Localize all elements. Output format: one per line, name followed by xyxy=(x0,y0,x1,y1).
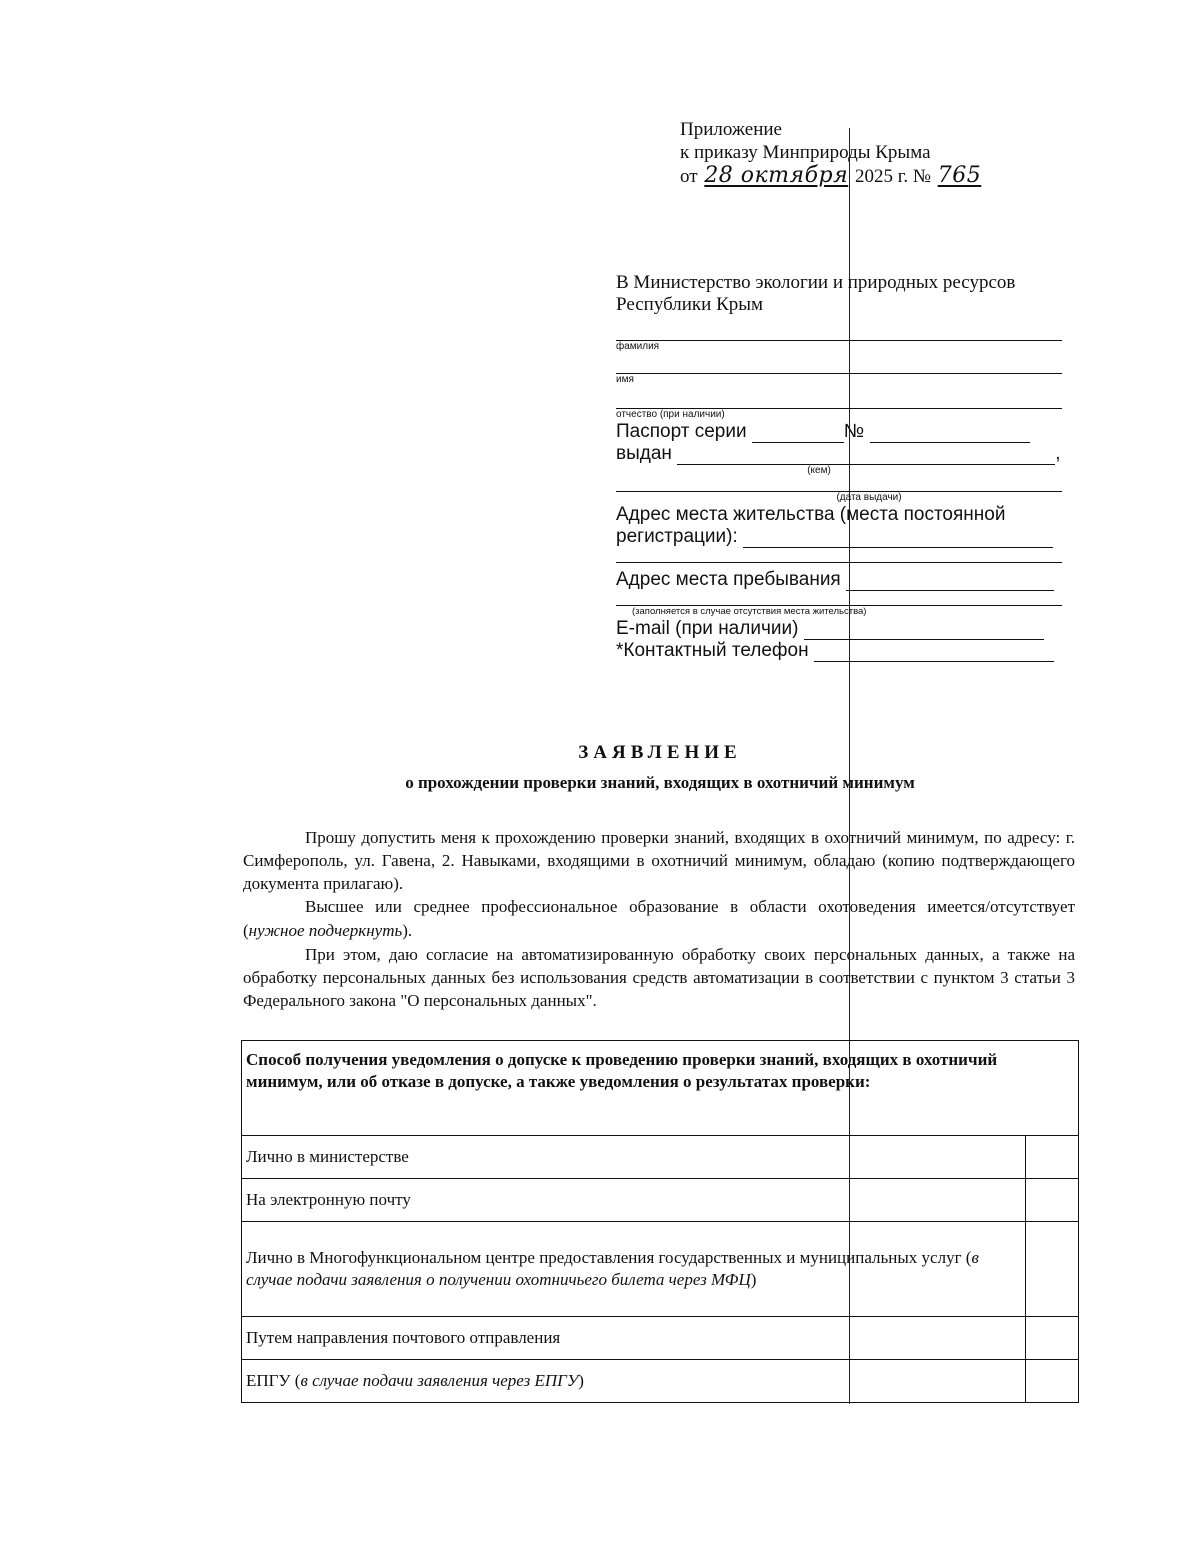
table-header: Способ получения уведомления о допуске к проведению проверки знаний, входящих в охотничий минимум, или об отказе в допуске, а также уведомления о результатах проверки: xyxy=(242,1041,1079,1136)
table-row xyxy=(242,1222,1079,1317)
stay-label: Адрес места пребывания xyxy=(616,569,841,590)
education-end: ). xyxy=(402,921,413,940)
issued-label: выдан xyxy=(616,443,672,464)
body-text xyxy=(243,826,1075,1012)
table-row xyxy=(242,1136,1079,1179)
email-field[interactable] xyxy=(804,621,1044,640)
option-mfc xyxy=(242,1222,1026,1317)
phone-row xyxy=(616,640,1062,662)
name-line[interactable] xyxy=(616,353,1062,374)
appendix-block xyxy=(680,118,983,188)
email-label: E-mail (при наличии) xyxy=(616,618,799,639)
residence-label-2: регистрации): xyxy=(616,526,738,547)
passport-row xyxy=(616,421,1062,443)
appendix-prefix: от xyxy=(680,166,698,187)
paragraph-consent: При этом, даю согласие на автоматизированную обработку своих персональных данных, а также на обработку персональных данных без использования средств автоматизации в соответствии с пунктом 3 статьи 3 Федерального закона "О персональных данных". xyxy=(243,945,1075,1010)
surname-caption: фамилия xyxy=(616,341,660,352)
table-row xyxy=(242,1360,1079,1403)
option-email: На электронную почту xyxy=(242,1179,1026,1222)
option-epgu-end: ) xyxy=(578,1371,584,1390)
email-row xyxy=(616,618,1062,640)
patronymic-caption: отчество (при наличии) xyxy=(616,409,725,420)
phone-label: *Контактный телефон xyxy=(616,640,809,661)
paragraph-education xyxy=(243,895,1075,943)
issue-date-line[interactable] xyxy=(616,477,1062,492)
option-epgu-text: ЕПГУ ( xyxy=(246,1371,301,1390)
appendix-date-line xyxy=(680,164,983,188)
surname-line[interactable] xyxy=(616,316,1062,341)
handwritten-date: 28 октября xyxy=(704,163,849,188)
document-title: ЗАЯВЛЕНИЕ xyxy=(578,742,742,763)
checkbox-email[interactable] xyxy=(1026,1179,1079,1222)
checkbox-post[interactable] xyxy=(1026,1317,1079,1360)
passport-number-field[interactable] xyxy=(870,424,1030,443)
notification-method-table xyxy=(241,1040,1079,1403)
addressee-block xyxy=(616,272,1062,662)
education-note: нужное подчеркнуть xyxy=(248,921,403,940)
addressee-line2: Республики Крым xyxy=(616,294,764,315)
education-text: Высшее или среднее профессиональное образование в области охотоведения имеется/отсутствует ( xyxy=(243,897,1075,940)
checkbox-in-person-ministry[interactable] xyxy=(1026,1136,1079,1179)
residence-label-1: Адрес места жительства (места постоянной xyxy=(616,504,1006,525)
issued-row: выдан , xyxy=(616,443,1061,464)
passport-label: Паспорт серии xyxy=(616,421,747,442)
residence-row xyxy=(616,526,1062,548)
phone-field[interactable] xyxy=(814,643,1054,662)
option-in-person-ministry: Лично в министерстве xyxy=(242,1136,1026,1179)
option-mfc-text: Лично в Многофункциональном центре предоставления государственных и муниципальных услуг ( xyxy=(246,1248,972,1267)
stay-line-2[interactable] xyxy=(616,591,1062,606)
option-epgu-note: в случае подачи заявления через ЕПГУ xyxy=(300,1371,579,1390)
table-row xyxy=(242,1179,1079,1222)
residence-field[interactable] xyxy=(743,529,1053,548)
checkbox-mfc[interactable] xyxy=(1026,1222,1079,1317)
patronymic-line[interactable] xyxy=(616,386,1062,409)
table-header-row xyxy=(242,1041,1079,1136)
option-post: Путем направления почтового отправления xyxy=(242,1317,1026,1360)
issue-date-caption: (дата выдачи) xyxy=(836,492,902,503)
name-caption: имя xyxy=(616,374,634,385)
addressee-line1: В Министерство экологии и природных ресурсов xyxy=(616,272,1016,293)
appendix-title: Приложение xyxy=(680,119,782,140)
issued-by-caption: (кем) xyxy=(807,465,831,476)
appendix-year: 2025 г. № xyxy=(854,166,931,187)
option-mfc-note: в случае подачи заявления о получении охотничьего билета через МФЦ xyxy=(246,1248,979,1289)
number-sign: № xyxy=(843,421,865,442)
option-epgu xyxy=(242,1360,1026,1403)
issued-by-field[interactable] xyxy=(677,446,1055,465)
checkbox-epgu[interactable] xyxy=(1026,1360,1079,1403)
stay-field[interactable] xyxy=(846,572,1054,591)
passport-series-field[interactable] xyxy=(752,424,844,443)
stay-caption: (заполняется в случае отсутствия места жительства) xyxy=(632,606,867,617)
document-subtitle: о прохождении проверки знаний, входящих в охотничий минимум xyxy=(405,773,915,792)
paragraph-request: Прошу допустить меня к прохождению проверки знаний, входящих в охотничий минимум, по адресу: г. Симферополь, ул. Гавена, 2. Навыками, входящими в охотничий минимум, обладаю (копию подтверждающего документа прилагаю). xyxy=(243,828,1075,893)
option-mfc-end: ) xyxy=(750,1270,757,1289)
stay-row xyxy=(616,569,1062,591)
residence-line-2[interactable] xyxy=(616,548,1062,563)
table-row xyxy=(242,1317,1079,1360)
appendix-order: к приказу Минприроды Крыма xyxy=(680,142,931,163)
handwritten-number: 765 xyxy=(937,163,982,188)
